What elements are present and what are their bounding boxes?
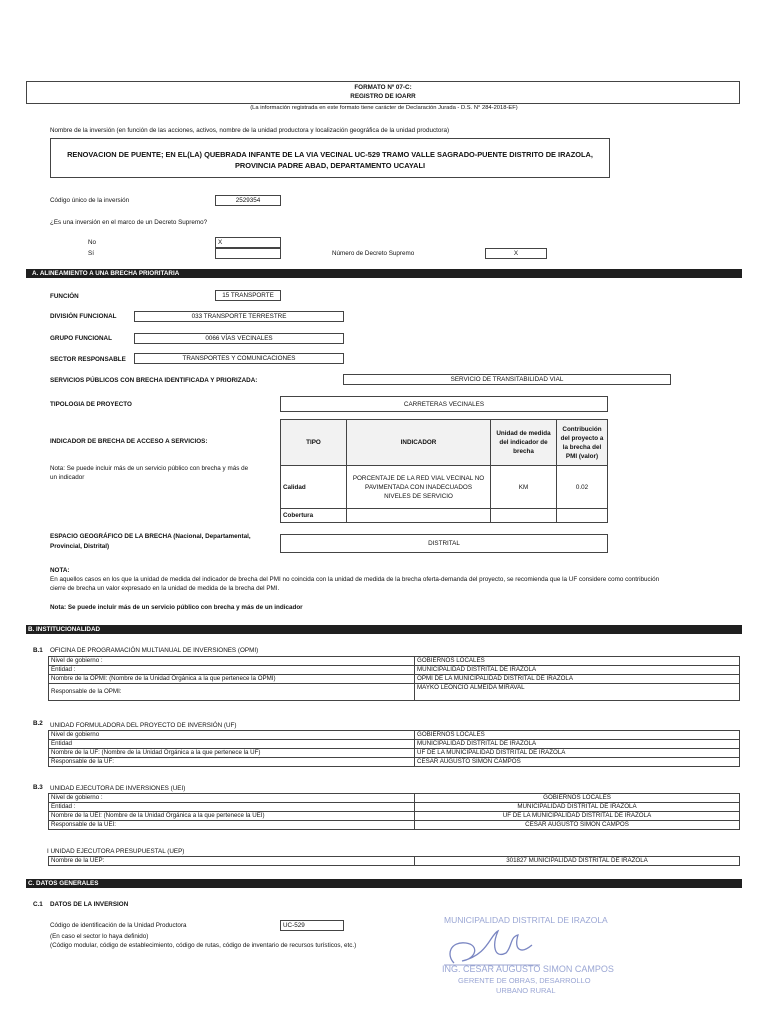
row-label: Nombre de la UEP: [49, 857, 415, 866]
table-row [49, 794, 740, 803]
indicator-table-header [281, 420, 608, 466]
section-c-header: C. DATOS GENERALES [26, 879, 742, 888]
indicador-cell [347, 509, 491, 523]
row-label: Nivel de gobierno [49, 731, 415, 740]
stamp-municipality: MUNICIPALIDAD DISTRITAL DE IRAZOLA [444, 915, 608, 925]
b4-title: I UNIDAD EJECUTORA PRESUPUESTAL (UEP) [47, 848, 185, 855]
investment-code-field[interactable]: 2529354 [215, 195, 281, 206]
funcion-field[interactable]: 15 TRANSPORTE [215, 290, 281, 301]
row-value: MUNICIPALIDAD DISTRITAL DE IRAZOLA [415, 740, 740, 749]
decree-si-field[interactable] [215, 248, 281, 259]
c1-number: C.1 [33, 901, 43, 908]
unidad-cell [491, 509, 557, 523]
row-value: MUNICIPALIDAD DISTRITAL DE IRAZOLA [415, 666, 740, 675]
b2-number: B.2 [33, 720, 43, 727]
servicios-label: SERVICIOS PÚBLICOS CON BRECHA IDENTIFICADA Y PRIORIZADA: [50, 377, 258, 384]
row-value: CESAR AUGUSTO SIMON CAMPOS [415, 758, 740, 767]
up-code-note2: (Código modular, código de establecimiento, código de rutas, código de inventario de recursos turísticos, etc.) [50, 942, 357, 949]
decree-no-field[interactable]: X [215, 237, 281, 248]
investment-name-box [50, 138, 610, 178]
form-title: FORMATO Nº 07-C: [354, 84, 412, 91]
tipologia-label: TIPOLOGIA DE PROYECTO [50, 401, 132, 408]
row-value: CESAR AUGUSTO SIMON CAMPOS [415, 821, 740, 830]
row-value: UF DE LA MUNICIPALIDAD DISTRITAL DE IRAZOLA [415, 812, 740, 821]
row-value: GOBIERNOS LOCALES [415, 731, 740, 740]
nota-line2: cierre de brecha un valor expresado en la unidad de medida de la brecha del PMI. [50, 585, 280, 592]
table-row [49, 821, 740, 830]
servicios-field[interactable]: SERVICIO DE TRANSITABILIDAD VIAL [343, 374, 671, 385]
col-tipo: TIPO [281, 420, 347, 466]
row-label: Responsable de la OPMI: [49, 684, 415, 701]
espacio-label-line2: Provincial, Distrital) [50, 543, 110, 550]
table-row [49, 812, 740, 821]
indicador-note-line2: un indicador [50, 474, 85, 481]
decree-si-label: Sí [88, 250, 94, 257]
nota-bold: Nota: Se puede incluir más de un servicio público con brecha y más de un indicador [50, 604, 303, 611]
indicator-table [280, 419, 608, 523]
row-value: MAYKO LEONCIO ALMEIDA MIRAVAL [415, 684, 740, 701]
sector-field[interactable]: TRANSPORTES Y COMUNICACIONES [134, 353, 344, 364]
table-row [49, 740, 740, 749]
b2-table [48, 730, 740, 767]
nota-title: NOTA: [50, 567, 70, 574]
up-code-label: Código de identificación de la Unidad Productora [50, 922, 187, 929]
row-value: GOBIERNOS LOCALES [415, 657, 740, 666]
row-value: MUNICIPALIDAD DISTRITAL DE IRAZOLA [415, 803, 740, 812]
investment-name-label: Nombre de la inversión (en función de las acciones, activos, nombre de la unidad productora y localización geográfica de la unidad productora) [50, 127, 450, 134]
row-label: Responsable de la UF: [49, 758, 415, 767]
c1-title: DATOS DE LA INVERSION [50, 901, 129, 908]
table-row [49, 803, 740, 812]
col-indicador: INDICADOR [347, 420, 491, 466]
declaration-note: (La información registrada en este formato tiene carácter de Declaración Jurada - D.S. N° 284-2018-EF) [250, 105, 518, 111]
espacio-label-line1: ESPACIO GEOGRÁFICO DE LA BRECHA (Nacional, Departamental, [50, 533, 251, 540]
indicador-label: INDICADOR DE BRECHA DE ACCESO A SERVICIOS: [50, 438, 208, 445]
stamp-name: ING. CESAR AUGUSTO SIMON CAMPOS [442, 964, 614, 974]
table-row [49, 731, 740, 740]
up-code-note1: (En caso el sector lo haya definido) [50, 933, 149, 940]
up-code-field[interactable]: UC-529 [280, 920, 344, 931]
official-stamp [430, 915, 630, 1005]
form-header-box [26, 81, 740, 104]
tipologia-field[interactable]: CARRETERAS VECINALES [280, 396, 608, 412]
b1-table [48, 656, 740, 701]
b1-number: B.1 [33, 647, 43, 654]
table-row [281, 466, 608, 509]
signature-icon [440, 925, 550, 969]
table-row [49, 857, 740, 866]
b3-number: B.3 [33, 784, 43, 791]
decree-no-label: No [88, 239, 97, 246]
b4-table [48, 856, 740, 866]
table-row [49, 657, 740, 666]
tipo-cell: Calidad [281, 466, 347, 509]
row-label: Entidad : [49, 803, 415, 812]
grupo-label: GRUPO FUNCIONAL [50, 335, 112, 342]
decree-number-label: Número de Decreto Supremo [332, 250, 415, 257]
division-field[interactable]: 033 TRANSPORTE TERRESTRE [134, 311, 344, 322]
section-b-header: B. INSTITUCIONALIDAD [26, 625, 742, 634]
section-a-header: A. ALINEAMIENTO A UNA BRECHA PRIORITARIA [26, 269, 742, 278]
row-label: Entidad : [49, 666, 415, 675]
sector-label: SECTOR RESPONSABLE [50, 356, 126, 363]
valor-cell [557, 509, 608, 523]
table-row [49, 684, 740, 701]
investment-name-line1: RENOVACION DE PUENTE; EN EL(LA) QUEBRADA INFANTE DE LA VIA VECINAL UC-529 TRAMO VALLE SAGRADO-PUENTE DISTRITO DE IRAZOLA, [67, 150, 593, 159]
col-contribucion: Contribución del proyecto a la brecha del PMI (valor) [557, 420, 608, 466]
row-label: Nivel de gobierno : [49, 657, 415, 666]
table-row [49, 749, 740, 758]
unidad-cell: KM [491, 466, 557, 509]
row-label: Entidad [49, 740, 415, 749]
stamp-role: GERENTE DE OBRAS, DESARROLLO [458, 976, 591, 985]
b3-title: UNIDAD EJECUTORA DE INVERSIONES (UEI) [50, 785, 186, 792]
espacio-field[interactable]: DISTRITAL [280, 534, 608, 553]
division-label: DIVISIÓN FUNCIONAL [50, 313, 117, 320]
row-label: Nombre de la UEI: (Nombre de la Unidad Orgánica a la que pertenece la UEI) [49, 812, 415, 821]
nota-line1: En aquellos casos en los que la unidad de medida del indicador de brecha del PMI no coincida con la unidad de medida de la brecha oferta-demanda del proyecto, se recomienda que la UF considere como contribución [50, 576, 660, 583]
stamp-role2: URBANO RURAL [496, 986, 556, 995]
row-label: Nombre de la UF: (Nombre de la Unidad Orgánica a la que pertenece la UF) [49, 749, 415, 758]
row-value: UF DE LA MUNICIPALIDAD DISTRITAL DE IRAZOLA [415, 749, 740, 758]
row-label: Nombre de la OPMI: (Nombre de la Unidad Orgánica a la que pertenece la OPMI) [49, 675, 415, 684]
decree-number-field[interactable]: X [485, 248, 547, 259]
row-value: OPMI DE LA MUNICIPALIDAD DISTRITAL DE IRAZOLA [415, 675, 740, 684]
decree-question: ¿Es una inversión en el marco de un Decreto Supremo? [50, 219, 208, 226]
table-row [49, 675, 740, 684]
col-unidad: Unidad de medida del indicador de brecha [491, 420, 557, 466]
b2-title: UNIDAD FORMULADORA DEL PROYECTO DE INVERSIÓN (UF) [50, 722, 237, 729]
indicador-cell: PORCENTAJE DE LA RED VIAL VECINAL NO PAVIMENTADA CON INADECUADOS NIVELES DE SERVICIO [347, 466, 491, 509]
valor-cell: 0.02 [557, 466, 608, 509]
tipo-cell: Cobertura [281, 509, 347, 523]
b1-title: OFICINA DE PROGRAMACIÓN MULTIANUAL DE INVERSIONES (OPMI) [50, 647, 259, 654]
form-subtitle: REGISTRO DE IOARR [350, 93, 416, 100]
investment-code-label: Código único de la inversión [50, 197, 130, 204]
row-value: 301827 MUNICIPALIDAD DISTRITAL DE IRAZOLA [415, 857, 740, 866]
table-row [281, 509, 608, 523]
table-row [49, 666, 740, 675]
investment-name-line2: PROVINCIA PADRE ABAD, DEPARTAMENTO UCAYALI [234, 161, 426, 170]
b3-table [48, 793, 740, 830]
funcion-label: FUNCIÓN [50, 293, 79, 300]
row-label: Responsable de la UEI: [49, 821, 415, 830]
row-label: Nivel de gobierno : [49, 794, 415, 803]
grupo-field[interactable]: 0066 VÍAS VECINALES [134, 333, 344, 344]
table-row [49, 758, 740, 767]
indicador-note-line1: Nota: Se puede incluir más de un servicio público con brecha y más de [50, 465, 249, 472]
row-value: GOBIERNOS LOCALES [415, 794, 740, 803]
